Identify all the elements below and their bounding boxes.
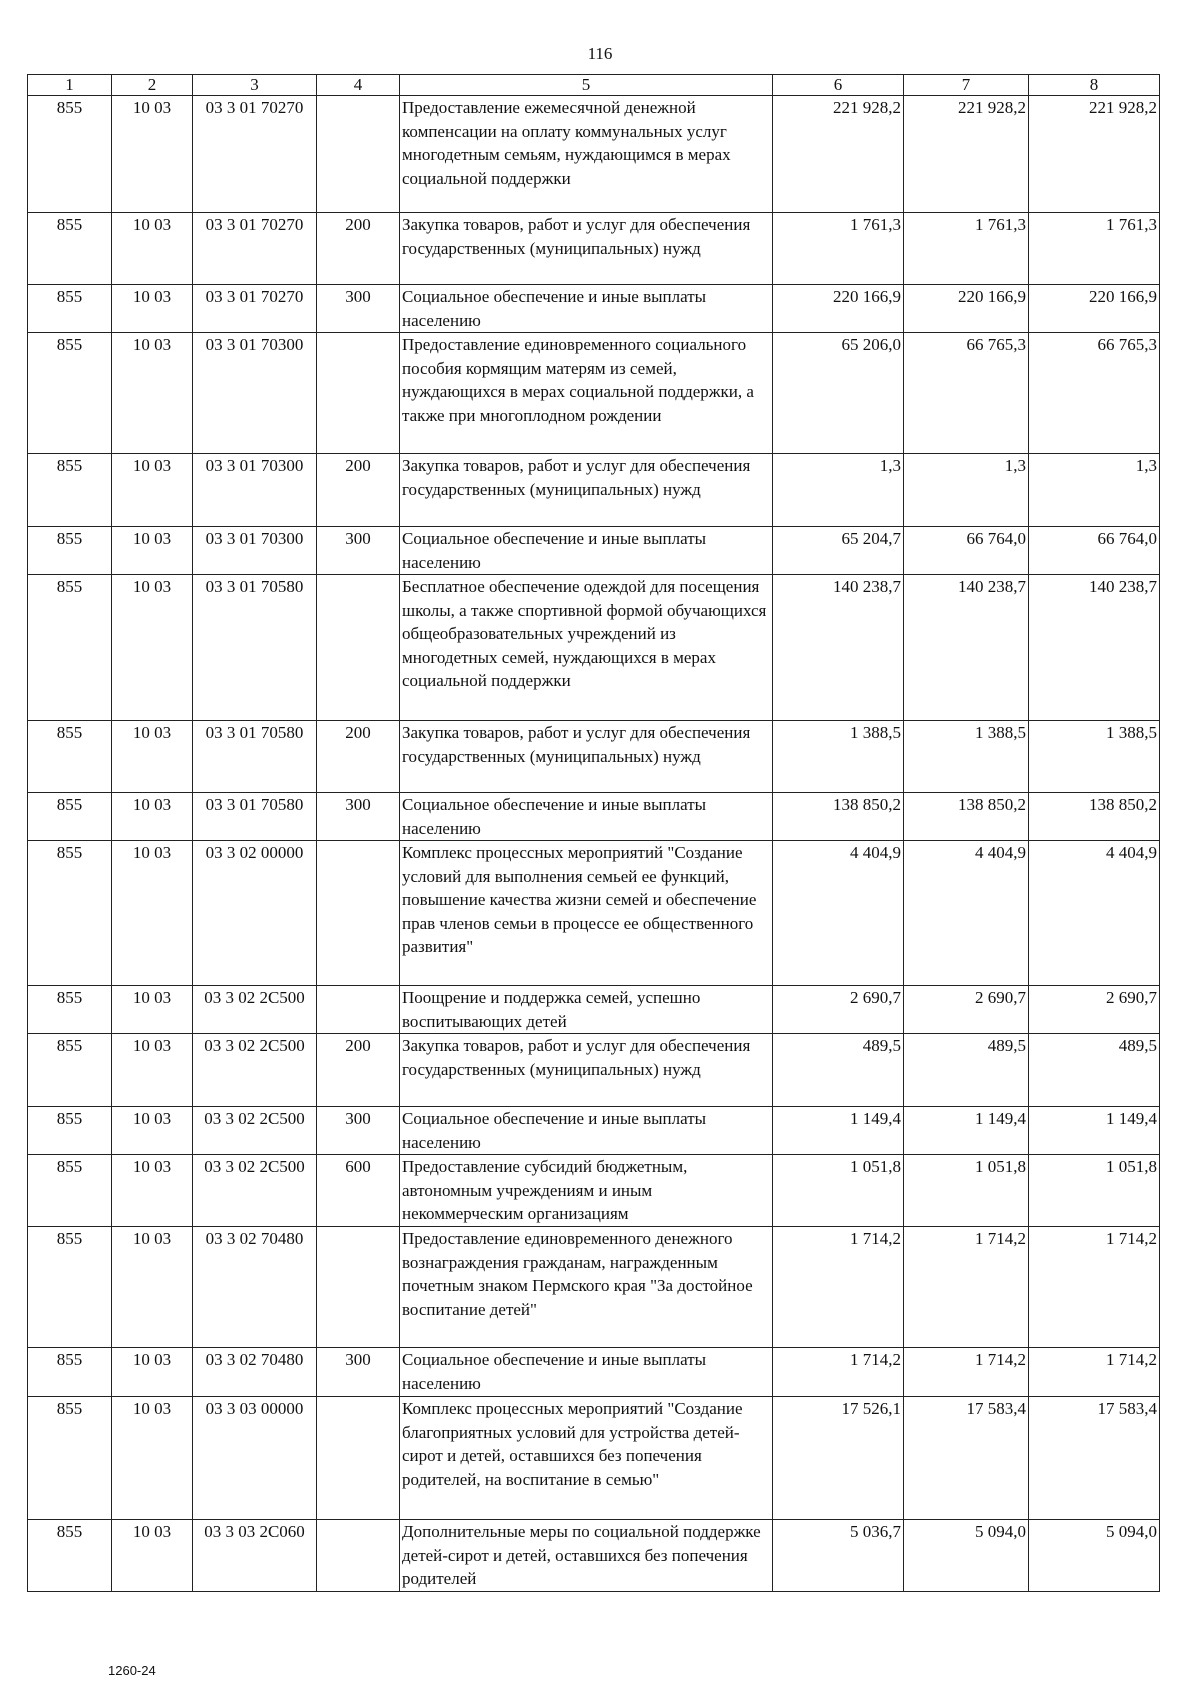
table-body	[28, 96, 1160, 1592]
section-code-cell: 10 03	[112, 96, 193, 213]
section-code-cell: 10 03	[112, 333, 193, 454]
description-cell: Социальное обеспечение и иные выплаты населению	[400, 1107, 773, 1155]
table-row	[28, 1227, 1160, 1348]
table-row	[28, 1397, 1160, 1520]
description-cell: Комплекс процессных мероприятий "Создание благоприятных условий для устройства детей-сирот и детей, оставшихся без попечения родителей, на воспитание в семью"	[400, 1397, 773, 1520]
budget-code-cell: 855	[28, 793, 112, 841]
table-row	[28, 1107, 1160, 1155]
table-row	[28, 793, 1160, 841]
amount-cell-col8: 221 928,2	[1029, 96, 1160, 213]
expense-type-cell: 300	[317, 527, 400, 575]
amount-cell-col7: 1 051,8	[904, 1155, 1029, 1227]
budget-code-cell: 855	[28, 1348, 112, 1397]
description-cell: Дополнительные меры по социальной поддержке детей-сирот и детей, оставшихся без попечения родителей	[400, 1520, 773, 1592]
table-row	[28, 841, 1160, 986]
amount-cell-col6: 1,3	[773, 454, 904, 527]
budget-code-cell: 855	[28, 285, 112, 333]
expense-type-cell	[317, 1520, 400, 1592]
budget-code-cell: 855	[28, 841, 112, 986]
budget-code-cell: 855	[28, 527, 112, 575]
section-code-cell: 10 03	[112, 841, 193, 986]
target-article-cell: 03 3 01 70300	[193, 454, 317, 527]
amount-cell-col7: 1,3	[904, 454, 1029, 527]
amount-cell-col8: 140 238,7	[1029, 575, 1160, 721]
section-code-cell: 10 03	[112, 721, 193, 793]
table-row	[28, 285, 1160, 333]
budget-code-cell: 855	[28, 1397, 112, 1520]
table-row	[28, 721, 1160, 793]
amount-cell-col7: 4 404,9	[904, 841, 1029, 986]
budget-code-cell: 855	[28, 721, 112, 793]
amount-cell-col8: 4 404,9	[1029, 841, 1160, 986]
section-code-cell: 10 03	[112, 1348, 193, 1397]
expense-type-cell: 200	[317, 454, 400, 527]
amount-cell-col8: 66 764,0	[1029, 527, 1160, 575]
table-row	[28, 575, 1160, 721]
amount-cell-col6: 1 388,5	[773, 721, 904, 793]
amount-cell-col6: 65 204,7	[773, 527, 904, 575]
amount-cell-col8: 138 850,2	[1029, 793, 1160, 841]
expense-type-cell	[317, 575, 400, 721]
column-header-8: 8	[1029, 75, 1160, 96]
amount-cell-col7: 138 850,2	[904, 793, 1029, 841]
target-article-cell: 03 3 01 70580	[193, 793, 317, 841]
amount-cell-col6: 1 149,4	[773, 1107, 904, 1155]
table-row	[28, 1520, 1160, 1592]
target-article-cell: 03 3 01 70270	[193, 96, 317, 213]
amount-cell-col7: 1 714,2	[904, 1227, 1029, 1348]
amount-cell-col8: 5 094,0	[1029, 1520, 1160, 1592]
description-cell: Социальное обеспечение и иные выплаты населению	[400, 793, 773, 841]
amount-cell-col6: 5 036,7	[773, 1520, 904, 1592]
section-code-cell: 10 03	[112, 1155, 193, 1227]
section-code-cell: 10 03	[112, 285, 193, 333]
amount-cell-col6: 1 714,2	[773, 1348, 904, 1397]
target-article-cell: 03 3 03 2С060	[193, 1520, 317, 1592]
amount-cell-col7: 1 761,3	[904, 213, 1029, 285]
description-cell: Предоставление единовременного денежного вознаграждения гражданам, награжденным почетным знаком Пермского края "За достойное воспитание детей"	[400, 1227, 773, 1348]
expense-type-cell: 300	[317, 793, 400, 841]
amount-cell-col7: 2 690,7	[904, 986, 1029, 1034]
budget-code-cell: 855	[28, 575, 112, 721]
description-cell: Закупка товаров, работ и услуг для обеспечения государственных (муниципальных) нужд	[400, 721, 773, 793]
amount-cell-col7: 1 388,5	[904, 721, 1029, 793]
description-cell: Предоставление единовременного социального пособия кормящим матерям из семей, нуждающихся в мерах социальной поддержки, а также при многоплодном рождении	[400, 333, 773, 454]
column-header-2: 2	[112, 75, 193, 96]
section-code-cell: 10 03	[112, 575, 193, 721]
target-article-cell: 03 3 01 70300	[193, 527, 317, 575]
amount-cell-col8: 2 690,7	[1029, 986, 1160, 1034]
expense-type-cell	[317, 1227, 400, 1348]
target-article-cell: 03 3 01 70270	[193, 213, 317, 285]
budget-code-cell: 855	[28, 96, 112, 213]
section-code-cell: 10 03	[112, 213, 193, 285]
table-row	[28, 213, 1160, 285]
section-code-cell: 10 03	[112, 793, 193, 841]
table-row	[28, 986, 1160, 1034]
amount-cell-col6: 140 238,7	[773, 575, 904, 721]
amount-cell-col6: 2 690,7	[773, 986, 904, 1034]
section-code-cell: 10 03	[112, 527, 193, 575]
budget-code-cell: 855	[28, 986, 112, 1034]
expense-type-cell	[317, 96, 400, 213]
amount-cell-col8: 1 388,5	[1029, 721, 1160, 793]
amount-cell-col7: 1 149,4	[904, 1107, 1029, 1155]
target-article-cell: 03 3 01 70580	[193, 575, 317, 721]
amount-cell-col6: 1 714,2	[773, 1227, 904, 1348]
budget-code-cell: 855	[28, 1034, 112, 1107]
target-article-cell: 03 3 02 2С500	[193, 1107, 317, 1155]
section-code-cell: 10 03	[112, 1227, 193, 1348]
expense-type-cell: 200	[317, 721, 400, 793]
amount-cell-col6: 489,5	[773, 1034, 904, 1107]
amount-cell-col8: 1 761,3	[1029, 213, 1160, 285]
target-article-cell: 03 3 02 2С500	[193, 986, 317, 1034]
description-cell: Закупка товаров, работ и услуг для обеспечения государственных (муниципальных) нужд	[400, 1034, 773, 1107]
expense-type-cell: 300	[317, 285, 400, 333]
footer-document-code: 1260-24	[108, 1663, 156, 1678]
target-article-cell: 03 3 02 2С500	[193, 1034, 317, 1107]
amount-cell-col8: 66 765,3	[1029, 333, 1160, 454]
amount-cell-col7: 5 094,0	[904, 1520, 1029, 1592]
table-row	[28, 333, 1160, 454]
budget-code-cell: 855	[28, 1107, 112, 1155]
description-cell: Комплекс процессных мероприятий "Создание условий для выполнения семьей ее функций, повышение качества жизни семей и обеспечение прав членов семьи в процессе ее общественного развития"	[400, 841, 773, 986]
expense-type-cell: 300	[317, 1107, 400, 1155]
amount-cell-col8: 220 166,9	[1029, 285, 1160, 333]
column-header-6: 6	[773, 75, 904, 96]
target-article-cell: 03 3 01 70270	[193, 285, 317, 333]
description-cell: Предоставление субсидий бюджетным, автономным учреждениям и иным некоммерческим организациям	[400, 1155, 773, 1227]
description-cell: Предоставление ежемесячной денежной компенсации на оплату коммунальных услуг многодетным семьям, нуждающимся в мерах социальной поддержки	[400, 96, 773, 213]
description-cell: Бесплатное обеспечение одеждой для посещения школы, а также спортивной формой обучающихся общеобразовательных учреждений из многодетных семей, нуждающихся в мерах социальной поддержки	[400, 575, 773, 721]
amount-cell-col7: 66 764,0	[904, 527, 1029, 575]
amount-cell-col8: 1,3	[1029, 454, 1160, 527]
amount-cell-col6: 220 166,9	[773, 285, 904, 333]
table-row	[28, 527, 1160, 575]
section-code-cell: 10 03	[112, 1034, 193, 1107]
expense-type-cell: 300	[317, 1348, 400, 1397]
amount-cell-col7: 1 714,2	[904, 1348, 1029, 1397]
expense-type-cell	[317, 841, 400, 986]
budget-code-cell: 855	[28, 1520, 112, 1592]
budget-code-cell: 855	[28, 333, 112, 454]
amount-cell-col8: 17 583,4	[1029, 1397, 1160, 1520]
budget-table	[27, 74, 1160, 1592]
column-header-1: 1	[28, 75, 112, 96]
expense-type-cell: 200	[317, 1034, 400, 1107]
amount-cell-col6: 138 850,2	[773, 793, 904, 841]
amount-cell-col6: 17 526,1	[773, 1397, 904, 1520]
amount-cell-col6: 4 404,9	[773, 841, 904, 986]
amount-cell-col7: 140 238,7	[904, 575, 1029, 721]
amount-cell-col6: 221 928,2	[773, 96, 904, 213]
table-row	[28, 1155, 1160, 1227]
target-article-cell: 03 3 01 70300	[193, 333, 317, 454]
description-cell: Социальное обеспечение и иные выплаты населению	[400, 285, 773, 333]
amount-cell-col8: 1 051,8	[1029, 1155, 1160, 1227]
expense-type-cell	[317, 333, 400, 454]
amount-cell-col7: 17 583,4	[904, 1397, 1029, 1520]
budget-code-cell: 855	[28, 454, 112, 527]
table-row	[28, 1034, 1160, 1107]
amount-cell-col8: 1 714,2	[1029, 1227, 1160, 1348]
section-code-cell: 10 03	[112, 1107, 193, 1155]
column-header-4: 4	[317, 75, 400, 96]
amount-cell-col6: 1 761,3	[773, 213, 904, 285]
amount-cell-col8: 1 149,4	[1029, 1107, 1160, 1155]
table-row	[28, 1348, 1160, 1397]
amount-cell-col6: 65 206,0	[773, 333, 904, 454]
column-header-7: 7	[904, 75, 1029, 96]
expense-type-cell: 200	[317, 213, 400, 285]
target-article-cell: 03 3 02 70480	[193, 1348, 317, 1397]
expense-type-cell	[317, 1397, 400, 1520]
table-row	[28, 454, 1160, 527]
amount-cell-col7: 489,5	[904, 1034, 1029, 1107]
description-cell: Закупка товаров, работ и услуг для обеспечения государственных (муниципальных) нужд	[400, 213, 773, 285]
page-number: 116	[587, 44, 613, 63]
column-header-5: 5	[400, 75, 773, 96]
expense-type-cell: 600	[317, 1155, 400, 1227]
section-code-cell: 10 03	[112, 1520, 193, 1592]
description-cell: Социальное обеспечение и иные выплаты населению	[400, 1348, 773, 1397]
section-code-cell: 10 03	[112, 986, 193, 1034]
budget-code-cell: 855	[28, 1155, 112, 1227]
section-code-cell: 10 03	[112, 1397, 193, 1520]
amount-cell-col7: 220 166,9	[904, 285, 1029, 333]
target-article-cell: 03 3 02 2С500	[193, 1155, 317, 1227]
description-cell: Социальное обеспечение и иные выплаты населению	[400, 527, 773, 575]
expense-type-cell	[317, 986, 400, 1034]
amount-cell-col7: 66 765,3	[904, 333, 1029, 454]
target-article-cell: 03 3 01 70580	[193, 721, 317, 793]
header-row	[28, 75, 1160, 96]
description-cell: Закупка товаров, работ и услуг для обеспечения государственных (муниципальных) нужд	[400, 454, 773, 527]
budget-code-cell: 855	[28, 1227, 112, 1348]
amount-cell-col7: 221 928,2	[904, 96, 1029, 213]
amount-cell-col6: 1 051,8	[773, 1155, 904, 1227]
description-cell: Поощрение и поддержка семей, успешно воспитывающих детей	[400, 986, 773, 1034]
amount-cell-col8: 489,5	[1029, 1034, 1160, 1107]
target-article-cell: 03 3 02 70480	[193, 1227, 317, 1348]
budget-code-cell: 855	[28, 213, 112, 285]
table-row	[28, 96, 1160, 213]
section-code-cell: 10 03	[112, 454, 193, 527]
amount-cell-col8: 1 714,2	[1029, 1348, 1160, 1397]
target-article-cell: 03 3 02 00000	[193, 841, 317, 986]
target-article-cell: 03 3 03 00000	[193, 1397, 317, 1520]
column-header-3: 3	[193, 75, 317, 96]
